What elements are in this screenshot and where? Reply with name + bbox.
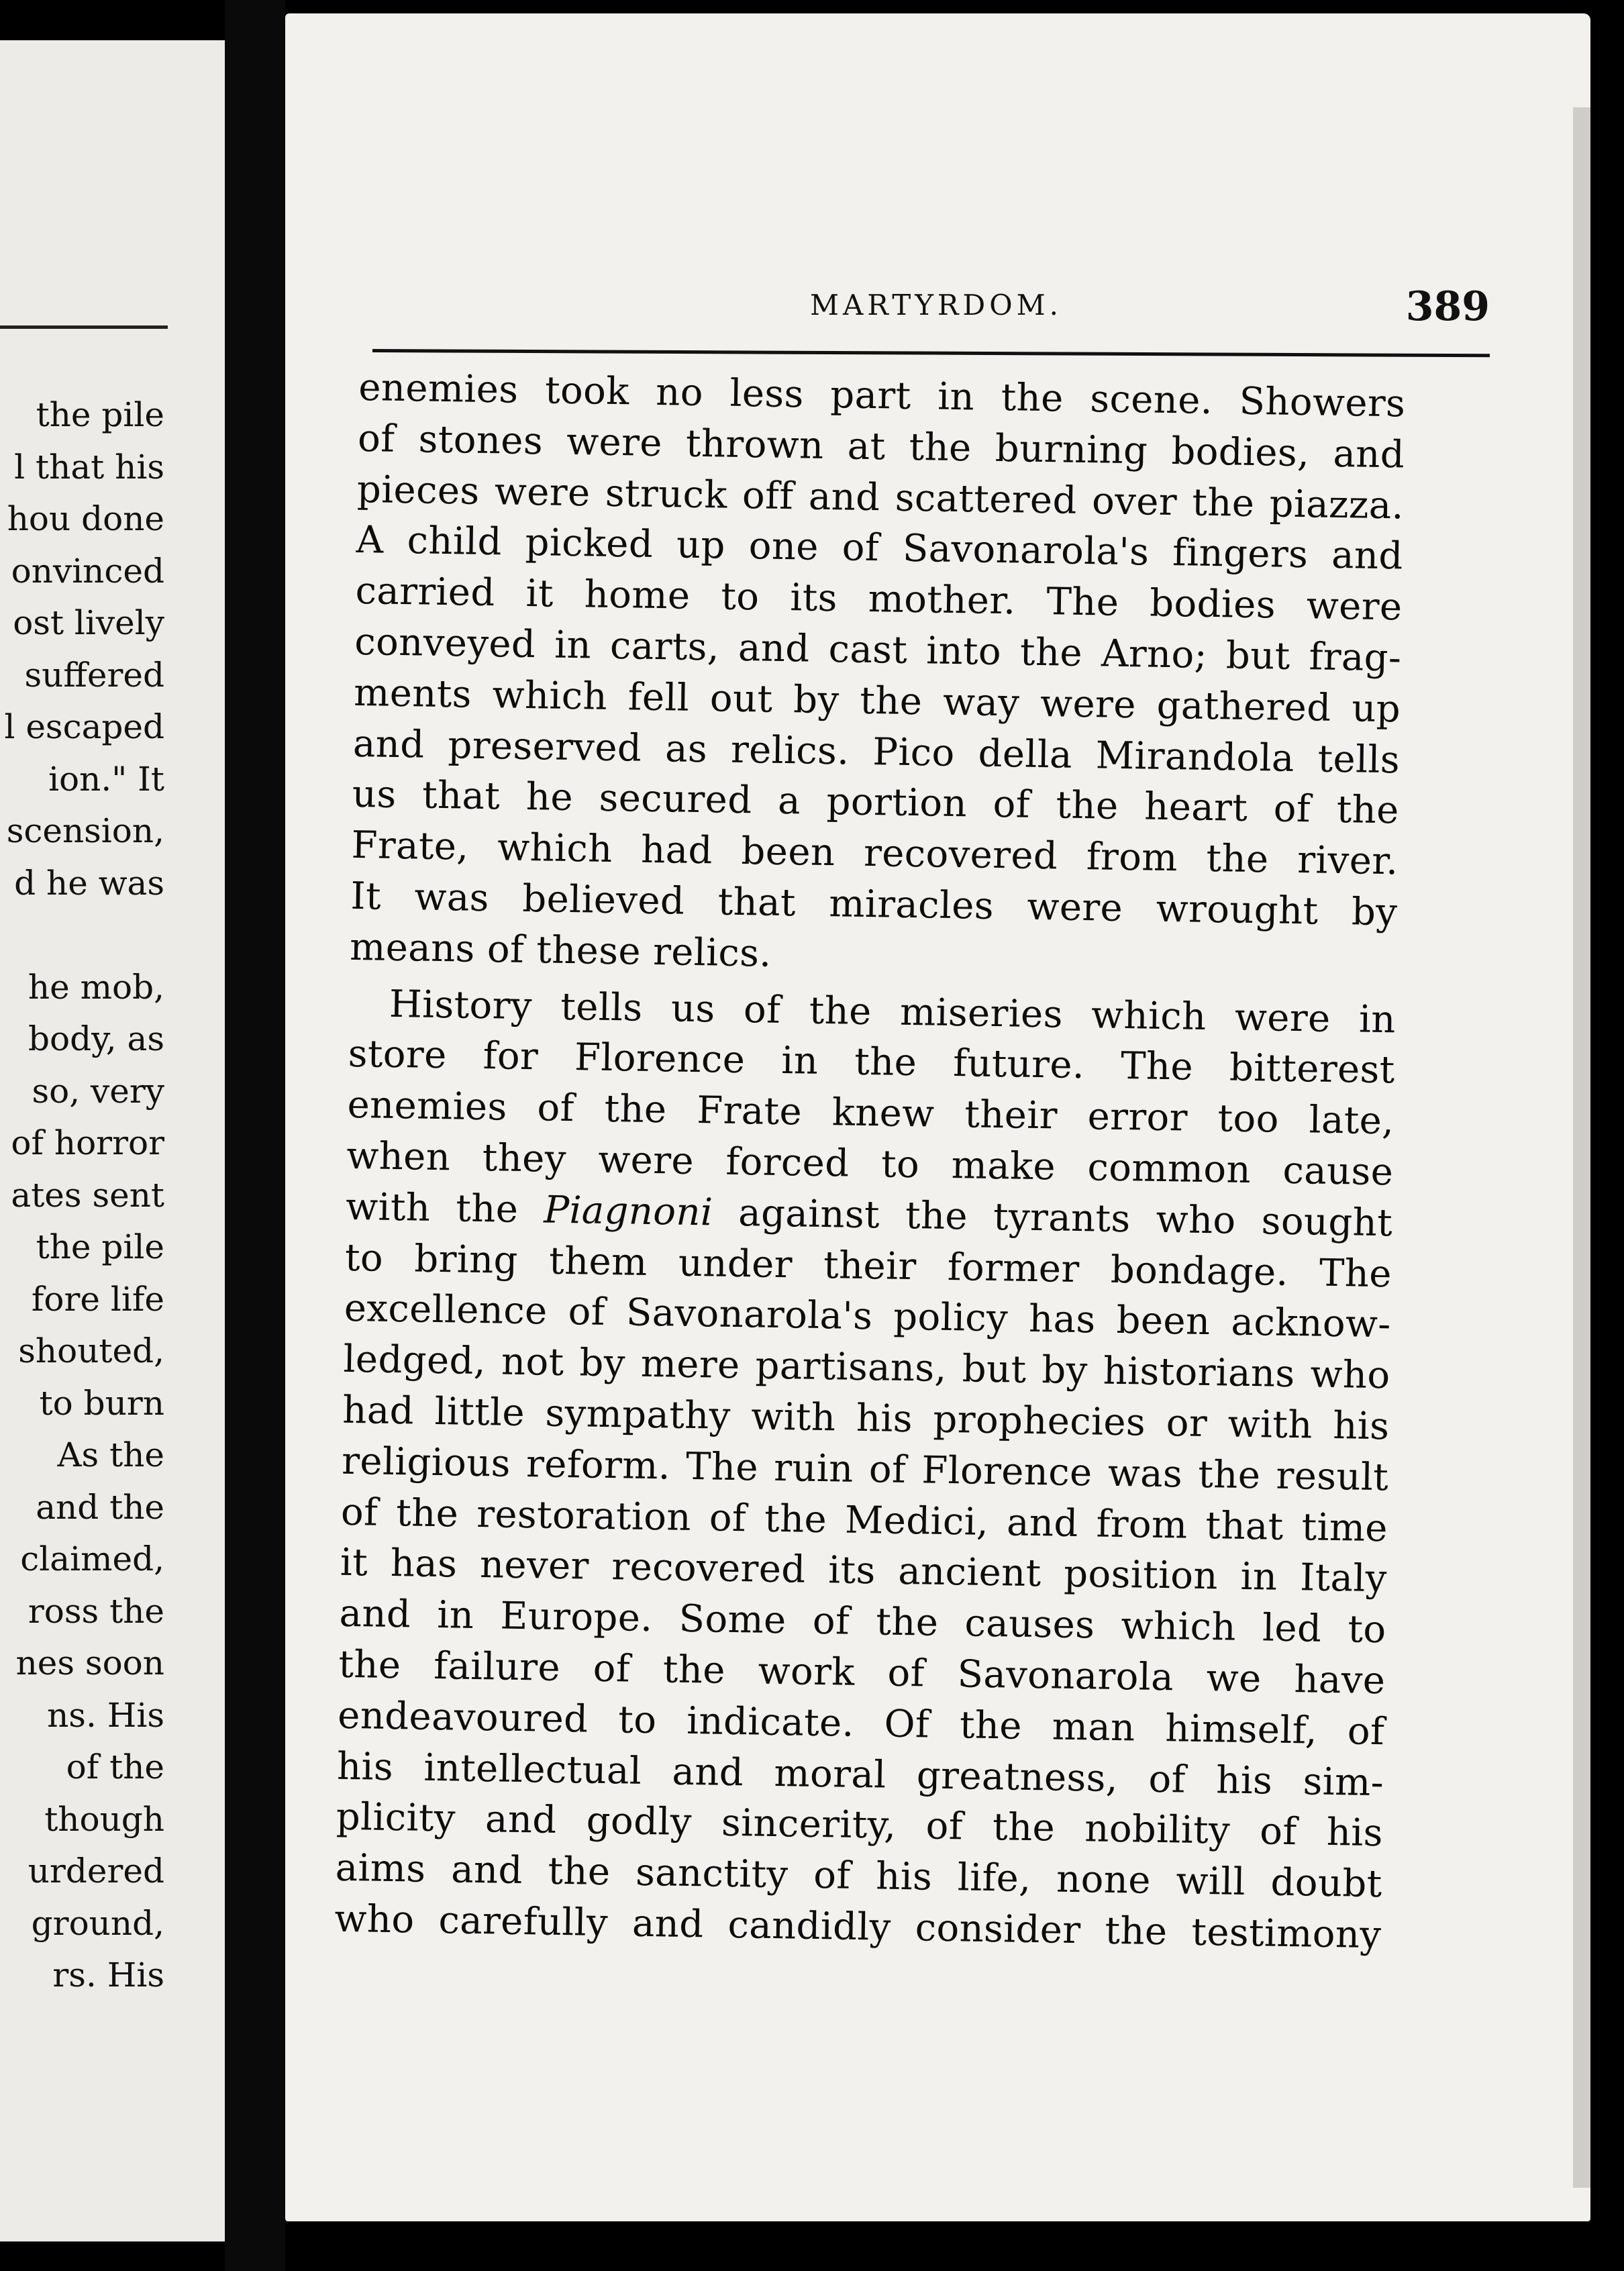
text-line: aims and the sanctity of his life, none will doubt xyxy=(335,1846,1383,1907)
facing-page-rule xyxy=(0,325,168,329)
facing-page-text xyxy=(0,389,164,2002)
text-line: us that he secured a portion of the heart of the xyxy=(352,772,1400,833)
text-line: religious reform. The ruin of Florence was the result xyxy=(341,1439,1389,1500)
text-line: A child picked up one of Savonarola's fingers and xyxy=(356,518,1404,578)
facing-page-line: he mob, xyxy=(28,967,164,1007)
facing-page-line: ross the xyxy=(28,1591,164,1631)
facing-page-line: to burn xyxy=(39,1383,164,1423)
text-line: and in Europe. Some of the causes which led to xyxy=(339,1591,1387,1652)
facing-page-line: claimed, xyxy=(20,1540,164,1578)
running-header xyxy=(285,283,1590,349)
facing-page-line: suffered xyxy=(24,655,164,695)
facing-page-line: the pile xyxy=(36,1227,164,1266)
text-line: History tells us of the miseries which were in xyxy=(389,982,1397,1042)
text-line: Frate, which had been recovered from the river. xyxy=(351,823,1399,884)
header-rule xyxy=(372,349,1490,357)
facing-page-line: ost lively xyxy=(13,603,164,642)
facing-page-line xyxy=(0,909,164,962)
facing-page-line: hou done xyxy=(7,499,164,538)
facing-page-line: fore life xyxy=(31,1279,164,1319)
page-number: 389 xyxy=(1405,283,1490,330)
text-line: of stones were thrown at the burning bodies, and xyxy=(357,416,1405,477)
text-line: enemies of the Frate knew their error too late, xyxy=(347,1083,1394,1144)
text-line: when they were forced to make common cause xyxy=(346,1133,1394,1195)
page-edge xyxy=(1573,107,1590,2188)
text-line: to bring them under their former bondage. The xyxy=(344,1235,1392,1296)
facing-page-line: of the xyxy=(66,1748,164,1786)
facing-page-line: scension, xyxy=(6,811,164,850)
facing-page-line: body, as xyxy=(28,1019,164,1058)
facing-page-line: As the xyxy=(57,1435,164,1474)
facing-page-line: the pile xyxy=(36,395,164,434)
facing-page-fragment xyxy=(0,40,225,2241)
text-line: ledged, not by mere partisans, but by historians who xyxy=(343,1337,1390,1398)
facing-page-line: ground, xyxy=(31,1903,164,1943)
text-line: conveyed in carts, and cast into the Arno; but frag- xyxy=(354,619,1402,680)
body-text xyxy=(334,362,1406,1961)
paragraph-2 xyxy=(334,978,1396,1960)
text-line: the failure of the work of Savonarola we have xyxy=(338,1642,1386,1703)
facing-page-line: ns. His xyxy=(47,1695,164,1735)
facing-page-line: of horror xyxy=(11,1123,164,1162)
text-line: endeavoured to indicate. Of the man himself, of xyxy=(337,1693,1385,1754)
facing-page-line: l escaped xyxy=(4,707,164,746)
text-line: his intellectual and moral greatness, of his sim- xyxy=(336,1744,1384,1805)
book-page xyxy=(285,13,1590,2221)
text-line: means of these relics. xyxy=(349,925,772,976)
book-gutter xyxy=(225,0,285,2271)
text-line: carried it home to its mother. The bodies were xyxy=(355,569,1403,629)
text-line: plicity and godly sincerity, of the nobility of his xyxy=(336,1795,1384,1856)
text-line: It was believed that miracles were wrought by xyxy=(350,874,1398,935)
running-title: MARTYRDOM. xyxy=(809,289,1063,321)
text-line: had little sympathy with his prophecies or with his xyxy=(342,1388,1390,1449)
facing-page-line: ates sent xyxy=(11,1175,164,1215)
facing-page-line: onvinced xyxy=(11,551,164,591)
facing-page-line: shouted, xyxy=(18,1331,164,1370)
text-line: ments which fell out by the way were gathered up xyxy=(353,670,1401,731)
emphasis-text: Piagnoni xyxy=(543,1188,713,1235)
facing-page-line: l that his xyxy=(14,447,164,487)
paragraph-1 xyxy=(350,362,1406,989)
text-line: enemies took no less part in the scene. Showers xyxy=(358,365,1406,426)
facing-page-line: ion." It xyxy=(48,759,164,799)
facing-page-line: and the xyxy=(36,1487,164,1527)
text-line: and preserved as relics. Pico della Mirandola tells xyxy=(352,721,1401,783)
text-line: of the restoration of the Medici, and from that time xyxy=(340,1490,1388,1550)
facing-page-line: though xyxy=(44,1799,164,1839)
text-line: pieces were struck off and scattered over the piazza. xyxy=(356,467,1405,528)
facing-page-line: rs. His xyxy=(52,1956,164,1995)
text-line: with the Piagnoni against the tyrants who sought xyxy=(345,1184,1393,1246)
facing-page-line: nes soon xyxy=(15,1644,164,1682)
facing-page-line: urdered xyxy=(28,1852,164,1890)
facing-page-line: d he was xyxy=(14,863,164,903)
text-line: it has never recovered its ancient position in Italy xyxy=(340,1541,1388,1601)
facing-page-line: so, very xyxy=(32,1071,164,1111)
text-line: store for Florence in the future. The bitterest xyxy=(348,1032,1396,1093)
text-line: excellence of Savonarola's policy has been acknow- xyxy=(344,1286,1392,1347)
text-line: who carefully and candidly consider the testimony xyxy=(334,1897,1382,1958)
